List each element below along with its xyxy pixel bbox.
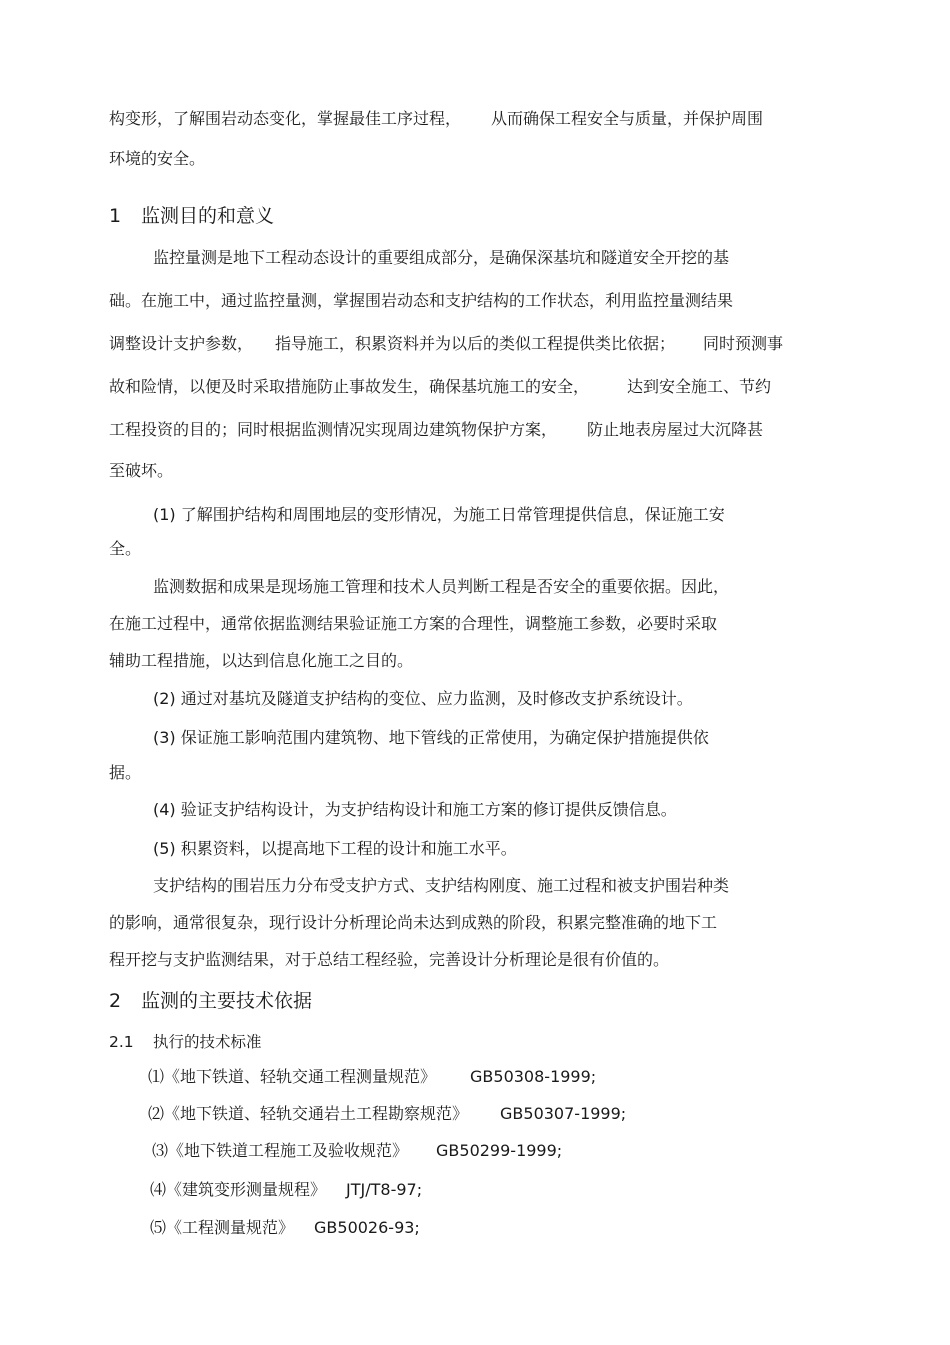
standard-5 (150, 1217, 420, 1239)
para1-line-6: 至破坏。 (109, 461, 174, 480)
standard-2-code: GB50307-1999; (500, 1104, 627, 1123)
para2-line-1: 监测数据和成果是现场施工管理和技术人员判断工程是否安全的重要依据。因此， (153, 577, 730, 596)
intro-line-2: 环境的安全。 (109, 149, 206, 168)
standard-4 (150, 1179, 422, 1201)
para1-line-4-b: 达到安全施工、节约 (627, 377, 772, 396)
subsection-2-1-number: 2.1 (109, 1033, 134, 1051)
intro-line-1-b: 从而确保工程安全与质量，并保护周围 (491, 109, 764, 128)
subsection-2-1-title: 执行的技术标准 (153, 1033, 262, 1051)
para1-line-2: 础。在施工中，通过监控量测，掌握围岩动态和支护结构的工作状态，利用监控量测结果 (109, 291, 734, 310)
standard-5-name: ⑸《工程测量规范》 (150, 1218, 295, 1237)
item-3-line-2: 据。 (109, 763, 142, 782)
para1-line-4-a: 故和险情，以便及时采取措施防止事故发生，确保基坑施工的安全， (109, 377, 590, 396)
para1-line-3-b: 指导施工，积累资料并为以后的类似工程提供类比依据； (275, 334, 676, 353)
item-4: (4) 验证支护结构设计，为支护结构设计和施工方案的修订提供反馈信息。 (153, 800, 677, 819)
intro-line-1 (109, 108, 763, 130)
standard-5-code: GB50026-93; (314, 1218, 420, 1237)
standard-3 (152, 1140, 562, 1162)
item-3-line-1: (3) 保证施工影响范围内建筑物、地下管线的正常使用，为确定保护措施提供依 (153, 728, 709, 747)
para1-line-1: 监控量测是地下工程动态设计的重要组成部分，是确保深基坑和隧道安全开挖的基 (153, 248, 730, 267)
intro-line-1-a: 构变形，了解围岩动态变化，掌握最佳工序过程， (109, 109, 462, 128)
para1-line-4 (109, 376, 771, 398)
item-1-line-2: 全。 (109, 539, 142, 558)
standard-4-name: ⑷《建筑变形测量规程》 (150, 1180, 327, 1199)
standard-3-name: ⑶《地下铁道工程施工及验收规范》 (152, 1141, 409, 1160)
para3-line-1: 支护结构的围岩压力分布受支护方式、支护结构刚度、施工过程和被支护围岩种类 (153, 876, 730, 895)
para1-line-3 (109, 333, 783, 355)
para3-line-2: 的影响，通常很复杂，现行设计分析理论尚未达到成熟的阶段，积累完整准确的地下工 (109, 913, 718, 932)
item-1-line-1: (1) 了解围护结构和周围地层的变形情况，为施工日常管理提供信息，保证施工安 (153, 505, 725, 524)
section-1-title: 监测目的和意义 (141, 205, 275, 227)
section-2-title: 监测的主要技术依据 (141, 990, 313, 1012)
para2-line-2: 在施工过程中，通常依据监测结果验证施工方案的合理性，调整施工参数，必要时采取 (109, 614, 718, 633)
item-2: (2) 通过对基坑及隧道支护结构的变位、应力监测，及时修改支护系统设计。 (153, 689, 693, 708)
para3-line-3: 程开挖与支护监测结果，对于总结工程经验，完善设计分析理论是很有价值的。 (109, 950, 670, 969)
para1-line-5-a: 工程投资的目的；同时根据监测情况实现周边建筑物保护方案， (109, 420, 558, 439)
standard-2-name: ⑵《地下铁道、轻轨交通岩土工程勘察规范》 (148, 1104, 469, 1123)
standard-2 (148, 1103, 626, 1125)
para2-line-3: 辅助工程措施，以达到信息化施工之目的。 (109, 651, 414, 670)
section-1-number: 1 (109, 205, 122, 227)
item-5: (5) 积累资料，以提高地下工程的设计和施工水平。 (153, 839, 517, 858)
standard-1 (148, 1066, 596, 1088)
section-1-heading (109, 203, 274, 229)
standard-1-name: ⑴《地下铁道、轻轨交通工程测量规范》 (148, 1067, 437, 1086)
para1-line-5 (109, 419, 763, 441)
standard-1-code: GB50308-1999; (470, 1067, 597, 1086)
para1-line-3-a: 调整设计支护参数， (109, 334, 254, 353)
section-2-heading (109, 988, 312, 1014)
subsection-2-1-heading (109, 1031, 262, 1053)
para1-line-3-c: 同时预测事 (703, 334, 784, 353)
section-2-number: 2 (109, 990, 122, 1012)
para1-line-5-b: 防止地表房屋过大沉降甚 (587, 420, 764, 439)
standard-4-code: JTJ/T8-97; (346, 1180, 423, 1199)
standard-3-code: GB50299-1999; (436, 1141, 563, 1160)
